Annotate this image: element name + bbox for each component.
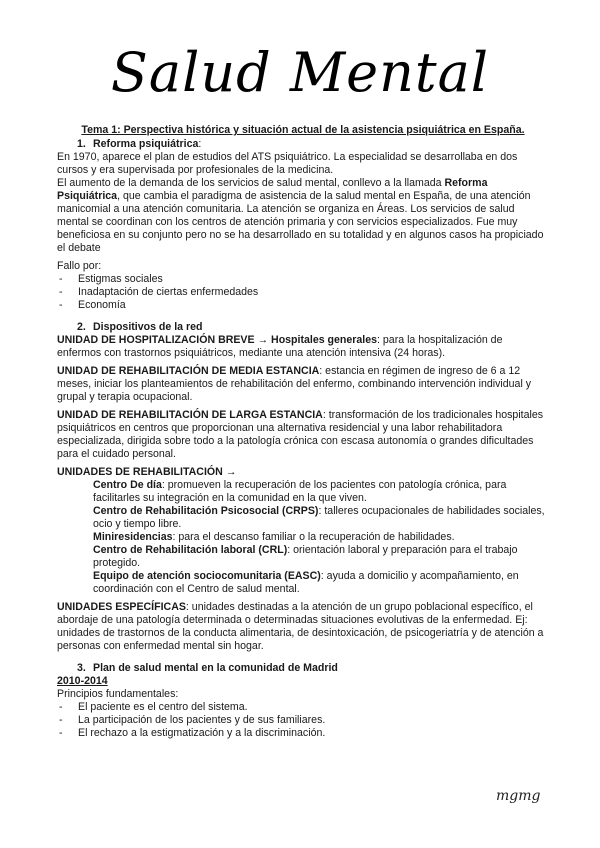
section-title: Reforma psiquiátrica [93, 138, 199, 150]
paragraph [57, 601, 549, 653]
bold-term: UNIDAD DE REHABILITACIÓN DE MEDIA ESTANCIA [57, 365, 320, 377]
principios-label: Principios fundamentales: [57, 688, 179, 700]
paragraph [57, 466, 549, 479]
section-number: 2. [77, 321, 86, 333]
document-body [57, 124, 549, 740]
bold-term: Miniresidencias [93, 531, 173, 543]
text: : orientación laboral y preparación para el trabajo protegido. [93, 544, 518, 569]
section-number: 3. [77, 662, 86, 674]
document-title: Salud Mental [110, 41, 490, 104]
text: : ayuda a domicilio y acompañamiento, en coordinación con el Centro de salud mental. [93, 570, 519, 595]
fallo-label: Fallo por: [57, 260, 102, 272]
section-title: Plan de salud mental en la comunidad de Madrid [93, 662, 338, 674]
text: : unidades destinadas a la atención de un grupo poblacional específico, el abordaje de una patología determinada o determinadas situaciones evolutivas de la enfermedad. Ej: unidades de trastornos de la conducta alimentaria, de desintoxicación, de psicogeriatría y de atención a personas con enfermedad mental sin hogar. [57, 601, 544, 652]
bold-term: Equipo de atención sociocomunitaria (EASC) [93, 570, 321, 582]
bold-term: Centro de Rehabilitación laboral (CRL) [93, 544, 288, 556]
list-item: - Inadaptación de ciertas enfermedades [57, 286, 549, 299]
text: : talleres ocupacionales de habilidades sociales, ocio y tiempo libre. [93, 505, 545, 530]
rehab-item [93, 570, 549, 596]
paragraph [57, 177, 549, 255]
colon: : [198, 138, 202, 150]
bold-term: Reforma Psiquiátrica [57, 177, 488, 202]
list-item: - Economía [57, 299, 549, 312]
text: : para la hospitalización de enfermos con trastornos psiquiátricos, mediante una atención intensiva (24 horas). [57, 334, 503, 359]
rehab-item [93, 531, 549, 544]
fallo-list [57, 273, 549, 312]
years-label: 2010-2014 [57, 675, 108, 687]
paragraph [57, 365, 549, 404]
rehab-item [93, 544, 549, 570]
topic-heading: Tema 1: Perspectiva histórica y situación actual de la asistencia psiquiátrica en España. [81, 124, 525, 136]
paragraph [57, 409, 549, 461]
text: : para el descanso familiar o la recuperación de habilidades. [172, 531, 455, 543]
author-signature: mgmg [496, 788, 541, 804]
list-item: - El paciente es el centro del sistema. [57, 701, 549, 714]
section-1-heading [57, 138, 549, 151]
text: El aumento de la demanda de los servicios de salud mental, conllevo a la llamada [57, 177, 445, 189]
list-item: - Estigmas sociales [57, 273, 549, 286]
bold-term: UNIDAD DE REHABILITACIÓN DE LARGA ESTANCIA [57, 409, 323, 421]
text: : transformación de los tradicionales hospitales psiquiátricos en centros que proporcionan una alternativa residencial y una labor rehabilitadora especializada, dirigida sobre todo a la patología crónica con escasa autonomía o grandes dificultades para el cuidado personal. [57, 409, 544, 460]
text: : estancia en régimen de ingreso de 6 a 12 meses, iniciar los planteamientos de rehabilitación del enfermo, combinando intervención individual y grupal y terapia ocupacional. [57, 365, 532, 403]
paragraph [57, 334, 549, 360]
bold-term: Centro de Rehabilitación Psicosocial (CRPS) [93, 505, 319, 517]
section-3-heading [57, 662, 549, 675]
rehab-item [93, 505, 549, 531]
text: , que cambia el paradigma de asistencia de la salud mental en España, de una atención manicomial a una atención comunitaria. La atención se organiza en Áreas. Los servicios de salud mental se coordinan con los centros de atención primaria y con servicios especializados. Fue muy beneficiosa en su conjunto pero no se ha desarrollado en su totalidad y en algunos casos ha propiciado el debate [57, 190, 544, 254]
section-2-heading [57, 321, 549, 334]
text: : promueven la recuperación de los pacientes con patología crónica, para facilitarles su integración en la comunidad en la que viven. [93, 479, 507, 504]
paragraph: En 1970, aparece el plan de estudios del ATS psiquiátrico. La especialidad se desarrollaba en dos cursos y era supervisada por profesionales de la medicina. [57, 151, 518, 176]
bold-term: Centro De día [93, 479, 162, 491]
list-item: - La participación de los pacientes y de sus familiares. [57, 714, 549, 727]
bold-term: UNIDADES ESPECÍFICAS [57, 601, 186, 613]
rehab-units [57, 479, 549, 596]
section-title: Dispositivos de la red [93, 321, 203, 333]
bold-term: UNIDADES DE REHABILITACIÓN → [57, 466, 237, 478]
list-item: - El rechazo a la estigmatización y a la discriminación. [57, 727, 549, 740]
principios-list [57, 701, 549, 740]
rehab-item [93, 479, 549, 505]
bold-term: UNIDAD DE HOSPITALIZACIÓN BREVE → Hospitales generales [57, 334, 378, 346]
section-number: 1. [77, 138, 86, 150]
